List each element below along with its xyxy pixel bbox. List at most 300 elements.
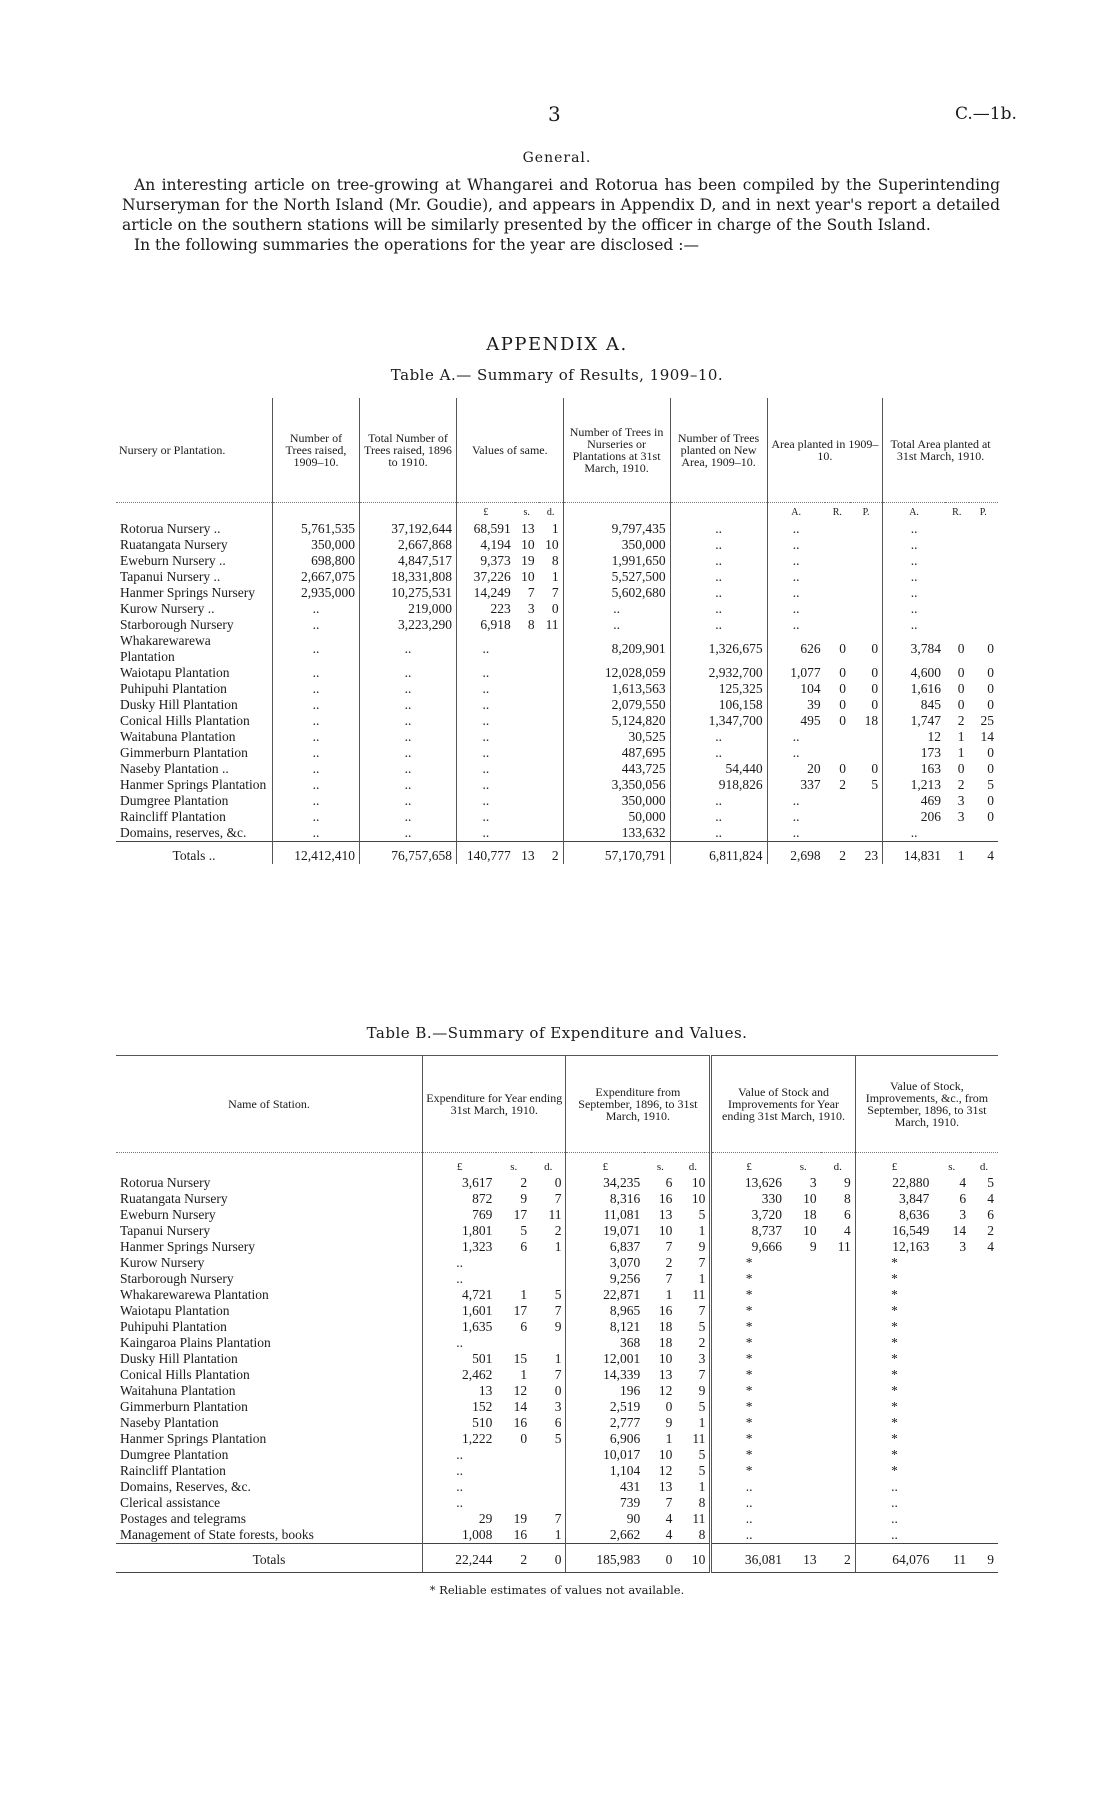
cell: 469	[883, 793, 945, 809]
cell: 6	[844, 1207, 851, 1222]
cell: 2	[987, 1223, 994, 1238]
cell: ..	[711, 1495, 786, 1511]
cell: ..	[360, 729, 457, 745]
cell: 6	[520, 1319, 528, 1334]
cell: ..	[767, 585, 825, 601]
cell: 3	[957, 793, 965, 808]
page-number: 3	[548, 102, 561, 126]
cell: 0	[987, 793, 994, 808]
cell: ..	[883, 521, 945, 537]
cell: 18	[864, 713, 879, 728]
cell	[539, 825, 563, 842]
cell	[515, 809, 539, 825]
cell: ..	[360, 761, 457, 777]
cell: 125,325	[670, 681, 767, 697]
table-row	[116, 809, 998, 825]
cell: 2	[839, 777, 847, 792]
cell: 501	[423, 1351, 497, 1367]
cell: *	[855, 1287, 933, 1303]
cell: ..	[457, 633, 515, 665]
cell: 22,880	[855, 1175, 933, 1191]
cell: 34,235	[566, 1175, 644, 1191]
cell	[945, 601, 968, 617]
cell	[945, 537, 968, 553]
cell: 14,249	[457, 585, 515, 601]
cell: 2	[554, 1223, 562, 1238]
cell	[970, 1335, 998, 1351]
cell	[969, 569, 999, 585]
table-row	[116, 1223, 998, 1239]
cell: 0	[871, 681, 879, 696]
table-row	[116, 617, 998, 633]
cell: 4	[665, 1511, 673, 1526]
cell: 337	[767, 777, 825, 793]
cell	[821, 1415, 856, 1431]
cell: 5	[698, 1207, 706, 1222]
unit-label: P.	[979, 507, 987, 518]
cell: 0	[871, 641, 879, 656]
cell: 350,000	[563, 793, 670, 809]
cell: ..	[767, 521, 825, 537]
cell: ..	[273, 601, 360, 617]
cell	[933, 1415, 970, 1431]
cell: ..	[273, 681, 360, 697]
row-label: Conical Hills Plantation	[120, 713, 250, 728]
cell: 0	[839, 761, 847, 776]
cell	[515, 777, 539, 793]
cell: 5,124,820	[563, 713, 670, 729]
row-label: Postages and telegrams	[120, 1511, 246, 1526]
cell	[933, 1287, 970, 1303]
row-label: Gimmerburn Plantation	[120, 745, 248, 760]
cell: ..	[883, 585, 945, 601]
cell: 2	[520, 1175, 528, 1190]
cell: 11	[692, 1431, 706, 1446]
cell: 19	[521, 553, 535, 568]
cell	[970, 1271, 998, 1287]
cell: 10	[803, 1223, 817, 1238]
table-row	[116, 825, 998, 842]
table-row	[116, 681, 998, 697]
cell: 18,331,808	[360, 569, 457, 585]
cell	[515, 729, 539, 745]
cell	[825, 729, 850, 745]
footnote: * Reliable estimates of values not available.	[429, 1583, 685, 1597]
cell: 6,811,824	[670, 842, 767, 865]
cell: 11	[692, 1511, 706, 1526]
cell	[970, 1511, 998, 1527]
cell	[515, 825, 539, 842]
cell: *	[711, 1271, 786, 1287]
totals-row	[116, 842, 998, 865]
cell: ..	[767, 745, 825, 761]
cell	[496, 1479, 531, 1495]
cell: *	[711, 1303, 786, 1319]
cell: 698,800	[273, 553, 360, 569]
row-label: Totals	[116, 1544, 423, 1573]
table-row	[116, 665, 998, 681]
cell: ..	[360, 809, 457, 825]
cell: ..	[767, 729, 825, 745]
cell	[825, 745, 850, 761]
cell: ..	[273, 809, 360, 825]
cell: 2	[957, 713, 965, 728]
cell: 10	[658, 1223, 673, 1238]
cell: 8,965	[566, 1303, 644, 1319]
cell: *	[855, 1367, 933, 1383]
cell	[515, 793, 539, 809]
cell: *	[855, 1351, 933, 1367]
cell: 8	[844, 1191, 851, 1206]
table-row	[116, 601, 998, 617]
cell: 7	[698, 1367, 706, 1382]
cell	[970, 1447, 998, 1463]
row-label: Naseby Plantation ..	[120, 761, 229, 776]
cell	[969, 617, 999, 633]
cell	[850, 585, 883, 601]
cell	[515, 713, 539, 729]
cell: 19,071	[566, 1223, 644, 1239]
table-row	[116, 777, 998, 793]
unit-label: A.	[767, 503, 825, 522]
unit-label: s.	[948, 1161, 956, 1173]
table-row	[116, 1351, 998, 1367]
cell: 9,373	[457, 553, 515, 569]
column-header: Name of Station.	[116, 1056, 423, 1153]
cell: 104	[767, 681, 825, 697]
row-label: Dumgree Plantation	[120, 1447, 229, 1462]
row-label: Hanmer Springs Plantation	[120, 777, 267, 792]
cell: 13	[423, 1383, 497, 1399]
cell: 4	[665, 1527, 673, 1542]
cell	[539, 745, 563, 761]
cell	[969, 825, 999, 842]
unit-label: £	[855, 1153, 933, 1176]
cell: *	[711, 1367, 786, 1383]
cell	[850, 537, 883, 553]
cell: 10	[545, 537, 559, 552]
cell: 223	[457, 601, 515, 617]
cell	[821, 1495, 856, 1511]
column-header: Expenditure from September, 1896, to 31st March, 1910.	[566, 1056, 711, 1153]
cell: 350,000	[563, 537, 670, 553]
row-label: Totals ..	[116, 842, 273, 865]
cell: 2,079,550	[563, 697, 670, 713]
cell: *	[711, 1447, 786, 1463]
cell	[786, 1527, 821, 1544]
cell: 0	[987, 745, 994, 760]
cell	[539, 697, 563, 713]
cell: 1	[554, 1239, 562, 1254]
cell: 10	[691, 1191, 706, 1206]
cell: 12	[883, 729, 945, 745]
cell: ..	[767, 617, 825, 633]
cell	[825, 617, 850, 633]
cell: 9	[970, 1544, 998, 1573]
cell	[786, 1511, 821, 1527]
cell	[970, 1415, 998, 1431]
row-label: Dumgree Plantation	[120, 793, 229, 808]
cell: 0	[987, 641, 994, 656]
cell: 7	[698, 1303, 706, 1318]
cell: 6,918	[457, 617, 515, 633]
cell: 3,720	[711, 1207, 786, 1223]
table-b-summary-of-expenditure	[116, 1055, 998, 1573]
cell: 9	[698, 1239, 706, 1254]
cell	[539, 777, 563, 793]
cell	[850, 617, 883, 633]
column-header: Expenditure for Year ending 31st March, 1910.	[423, 1056, 566, 1153]
cell: 68,591	[457, 521, 515, 537]
cell: *	[855, 1399, 933, 1415]
cell: 3	[959, 1239, 967, 1254]
cell: ..	[883, 601, 945, 617]
cell: 4,600	[883, 665, 945, 681]
cell: 2,667,075	[273, 569, 360, 585]
cell: 8,737	[711, 1223, 786, 1239]
cell: ..	[767, 553, 825, 569]
cell	[970, 1527, 998, 1544]
cell	[116, 503, 273, 522]
column-header: Number of Trees planted on New Area, 1909–10.	[670, 398, 767, 503]
cell	[825, 569, 850, 585]
cell	[945, 585, 968, 601]
unit-label: s.	[510, 1161, 518, 1173]
table-row	[116, 1447, 998, 1463]
cell: *	[711, 1287, 786, 1303]
cell: 4,194	[457, 537, 515, 553]
cell	[531, 1479, 566, 1495]
cell: 9	[665, 1415, 673, 1430]
cell	[496, 1255, 531, 1271]
cell: 1	[554, 1351, 562, 1366]
cell: 18	[803, 1207, 817, 1222]
cell: 7	[554, 1191, 562, 1206]
cell: 14	[952, 1223, 967, 1238]
cell	[273, 503, 360, 522]
cell: 8	[698, 1495, 706, 1510]
cell: 7	[665, 1239, 673, 1254]
cell: 2	[698, 1335, 706, 1350]
cell	[786, 1415, 821, 1431]
table-row	[116, 1271, 998, 1287]
cell: 2	[665, 1255, 673, 1270]
cell: ..	[423, 1271, 497, 1287]
row-label: Waitahuna Plantation	[120, 1383, 236, 1398]
cell: ..	[670, 617, 767, 633]
cell: 2,698	[767, 842, 825, 865]
cell	[531, 1447, 566, 1463]
row-label: Waiotapu Plantation	[120, 1303, 230, 1318]
cell: ..	[423, 1495, 497, 1511]
cell: 6	[520, 1239, 528, 1254]
cell	[850, 521, 883, 537]
cell: 0	[644, 1544, 676, 1573]
row-label: Rotorua Nursery ..	[120, 521, 221, 536]
cell	[539, 761, 563, 777]
cell: 0	[839, 697, 847, 712]
cell: 487,695	[563, 745, 670, 761]
cell: 12,163	[855, 1239, 933, 1255]
cell: ..	[670, 537, 767, 553]
cell: 22,871	[566, 1287, 644, 1303]
row-label: Tapanui Nursery	[120, 1223, 211, 1238]
cell	[786, 1431, 821, 1447]
table-a-caption: Table A.— Summary of Results, 1909–10.	[390, 366, 724, 384]
cell: 5	[520, 1223, 528, 1238]
cell: 1,635	[423, 1319, 497, 1335]
cell: ..	[767, 601, 825, 617]
cell: 37,226	[457, 569, 515, 585]
table-row	[116, 1431, 998, 1447]
cell: *	[855, 1319, 933, 1335]
cell: 1	[957, 745, 965, 760]
table-row	[116, 553, 998, 569]
cell: 7	[554, 1511, 562, 1526]
table-row	[116, 761, 998, 777]
table-row	[116, 1399, 998, 1415]
cell: 0	[531, 1544, 566, 1573]
cell: 11	[837, 1239, 851, 1254]
row-label: Puhipuhi Plantation	[120, 681, 227, 696]
cell: *	[855, 1303, 933, 1319]
cell: ..	[423, 1463, 497, 1479]
cell	[825, 553, 850, 569]
cell: 2,462	[423, 1367, 497, 1383]
cell: 50,000	[563, 809, 670, 825]
cell: 9,256	[566, 1271, 644, 1287]
row-label: Tapanui Nursery ..	[120, 569, 221, 584]
cell: 1,601	[423, 1303, 497, 1319]
cell: 11	[692, 1287, 706, 1302]
cell	[515, 633, 539, 665]
cell: ..	[883, 617, 945, 633]
cell	[539, 681, 563, 697]
cell: ..	[767, 537, 825, 553]
cell	[531, 1495, 566, 1511]
table-row	[116, 569, 998, 585]
cell	[563, 503, 670, 522]
cell	[970, 1367, 998, 1383]
cell: 5,602,680	[563, 585, 670, 601]
cell	[850, 745, 883, 761]
cell: ..	[457, 825, 515, 842]
cell	[821, 1367, 856, 1383]
cell	[850, 553, 883, 569]
cell	[850, 825, 883, 842]
cell: 0	[520, 1431, 528, 1446]
cell	[786, 1383, 821, 1399]
cell	[825, 585, 850, 601]
cell	[821, 1479, 856, 1495]
row-label: Rotorua Nursery	[120, 1175, 211, 1190]
cell	[969, 537, 999, 553]
cell	[496, 1335, 531, 1351]
row-label: Starborough Nursery	[120, 1271, 234, 1286]
cell: 17	[513, 1303, 528, 1318]
cell: 36,081	[711, 1544, 786, 1573]
cell: 3,784	[883, 633, 945, 665]
cell: 1,077	[767, 665, 825, 681]
cell: ..	[360, 745, 457, 761]
cell: 0	[957, 665, 965, 680]
cell: *	[711, 1255, 786, 1271]
cell	[539, 729, 563, 745]
cell: ..	[360, 665, 457, 681]
cell	[969, 585, 999, 601]
cell: *	[855, 1463, 933, 1479]
cell	[933, 1495, 970, 1511]
cell: 3	[809, 1175, 817, 1190]
table-row	[116, 1255, 998, 1271]
cell: ..	[457, 745, 515, 761]
cell	[825, 601, 850, 617]
cell: 1	[698, 1223, 706, 1238]
cell: 8,316	[566, 1191, 644, 1207]
cell	[539, 809, 563, 825]
cell: ..	[767, 825, 825, 842]
cell	[970, 1479, 998, 1495]
cell: 510	[423, 1415, 497, 1431]
cell: 17	[513, 1207, 528, 1222]
cell: 0	[957, 641, 965, 656]
cell: ..	[670, 825, 767, 842]
cell: 1	[551, 521, 559, 536]
cell	[116, 1153, 423, 1176]
cell: 12	[658, 1463, 673, 1478]
cell: 1,613,563	[563, 681, 670, 697]
cell: 152	[423, 1399, 497, 1415]
table-row	[116, 1511, 998, 1527]
cell: 1,801	[423, 1223, 497, 1239]
cell	[970, 1495, 998, 1511]
cell: 5,527,500	[563, 569, 670, 585]
cell: 7	[551, 585, 559, 600]
row-label: Dusky Hill Plantation	[120, 1351, 238, 1366]
cell: ..	[883, 537, 945, 553]
cell: 0	[987, 809, 994, 824]
cell: 8,121	[566, 1319, 644, 1335]
cell	[933, 1303, 970, 1319]
cell: 2,935,000	[273, 585, 360, 601]
cell: 12,412,410	[273, 842, 360, 865]
cell: 90	[566, 1511, 644, 1527]
table-row	[116, 793, 998, 809]
cell	[850, 729, 883, 745]
unit-label: R.	[832, 507, 842, 518]
unit-label: s.	[523, 507, 530, 518]
cell: *	[711, 1383, 786, 1399]
cell	[945, 825, 968, 842]
cell: 10	[676, 1544, 710, 1573]
cell: *	[711, 1319, 786, 1335]
cell: 76,757,658	[360, 842, 457, 865]
section-heading: General.	[522, 150, 592, 166]
cell: 173	[883, 745, 945, 761]
cell	[786, 1287, 821, 1303]
cell: *	[855, 1383, 933, 1399]
cell	[933, 1447, 970, 1463]
cell: 133,632	[563, 825, 670, 842]
cell: ..	[670, 793, 767, 809]
cell	[786, 1447, 821, 1463]
cell: 3	[527, 601, 535, 616]
cell	[786, 1463, 821, 1479]
cell: 1,213	[883, 777, 945, 793]
cell: 769	[423, 1207, 497, 1223]
table-row	[116, 585, 998, 601]
cell: ..	[711, 1479, 786, 1495]
